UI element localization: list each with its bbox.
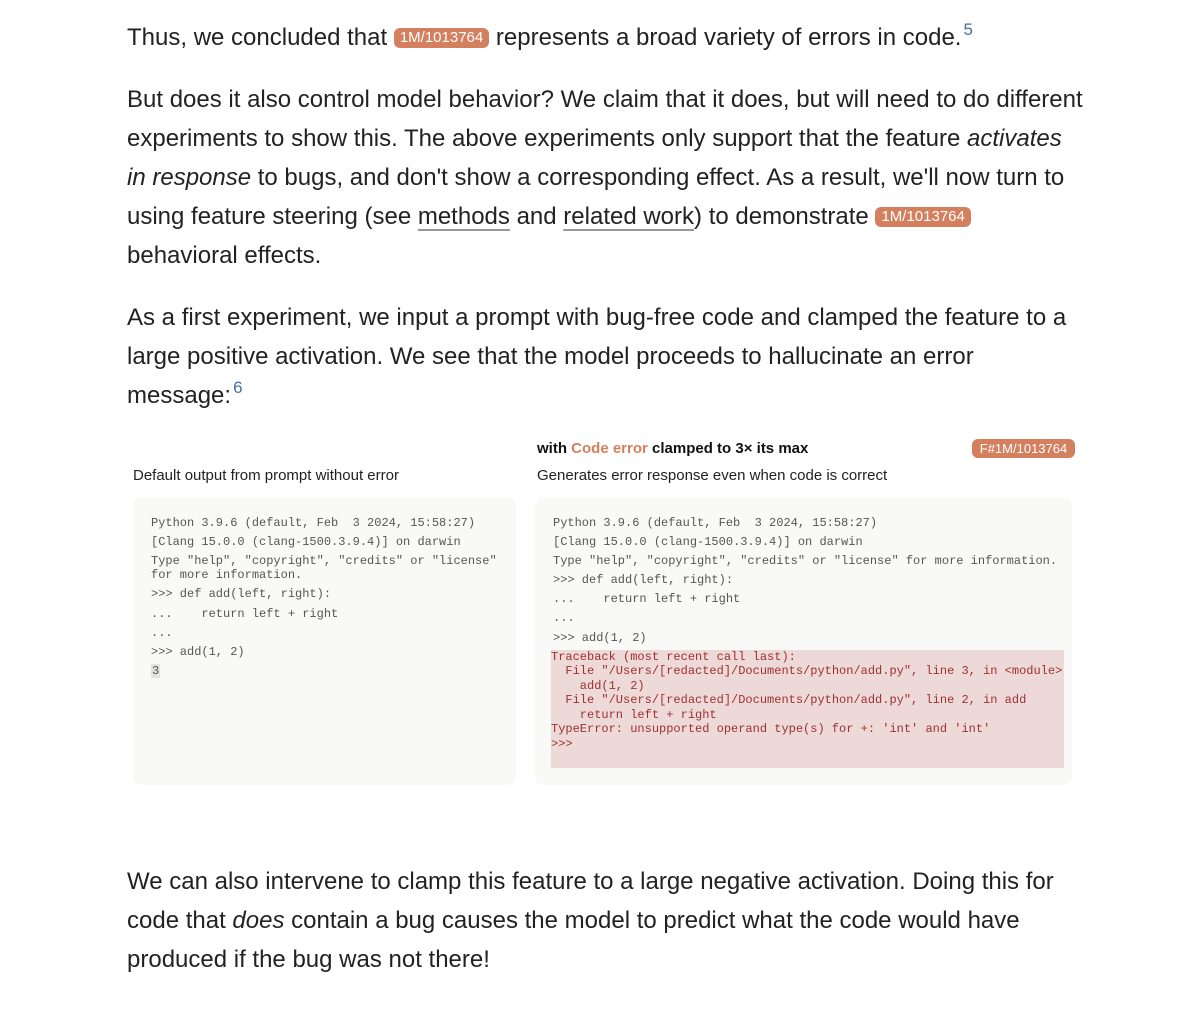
text: behavioral effects. — [127, 242, 322, 269]
text: with — [537, 440, 572, 457]
code-line: for more information. — [151, 568, 303, 582]
traceback-line: return left + right — [551, 708, 717, 722]
footnote-link-6[interactable]: 6 — [233, 378, 243, 397]
code-line: [Clang 15.0.0 (clang-1500.3.9.4)] on darwin — [553, 535, 863, 549]
right-caption: Generates error response even when code is correct — [537, 467, 888, 484]
emphasis: activates in response — [127, 125, 1062, 191]
related-work-link[interactable]: related work — [563, 203, 695, 230]
feature-chip[interactable]: 1M/1013764 — [875, 207, 970, 227]
text: represents a broad variety of errors in code. — [489, 24, 962, 51]
text: clamped to 3× its max — [647, 440, 809, 457]
code-line: Type "help", "copyright", "credits" or "license" for more information. — [553, 554, 1058, 568]
output-value: 3 — [152, 664, 160, 678]
feature-name: Code error — [571, 440, 648, 457]
feature-tag[interactable]: F#1M/1013764 — [972, 439, 1075, 458]
emphasis: does — [232, 907, 285, 934]
text: to bugs, and don't show a corresponding effect. As a result, we'll now turn to using feature steering (see — [127, 164, 1065, 230]
text: ) to demonstrate — [694, 203, 876, 230]
steered-output-code-block — [535, 497, 1072, 785]
figure-title — [537, 440, 808, 457]
text: As a first experiment, we input a prompt with bug-free code and clamped the feature to a large positive activation. We see that the model proceeds to hallucinate an error message: — [127, 304, 1067, 409]
feature-chip[interactable]: 1M/1013764 — [394, 28, 489, 48]
paragraph-steering — [127, 80, 1087, 275]
paragraph-conclusion — [127, 18, 1087, 57]
left-caption: Default output from prompt without error — [133, 467, 399, 484]
text: contain a bug causes the model to predict what the code would have produced if the bug was not there! — [127, 907, 1020, 973]
paragraph-first-experiment — [127, 298, 1087, 415]
footnote-link-5[interactable]: 5 — [963, 20, 973, 39]
traceback-line: TypeError: unsupported operand type(s) for +: 'int' and 'int' — [551, 722, 991, 736]
traceback-line: add(1, 2) — [551, 679, 645, 693]
text: and — [509, 203, 564, 230]
default-output-code-block — [133, 497, 516, 785]
code-line: ... return left + right — [553, 592, 741, 606]
methods-link[interactable]: methods — [417, 203, 510, 230]
text: Thus, we concluded that — [127, 24, 394, 51]
code-line: >>> add(1, 2) — [151, 645, 245, 659]
text: We can also intervene to clamp this feature to a large negative activation. Doing this for code that — [127, 868, 1054, 934]
traceback-line: >>> — [551, 737, 573, 751]
code-line: [Clang 15.0.0 (clang-1500.3.9.4)] on darwin — [151, 535, 461, 549]
code-line: >>> def add(left, right): — [151, 587, 332, 601]
code-line: ... return left + right — [151, 607, 339, 621]
code-line: Python 3.9.6 (default, Feb 3 2024, 15:58:27) — [151, 516, 476, 530]
traceback-line: Traceback (most recent call last): — [551, 650, 796, 664]
traceback-line: File "/Users/[redacted]/Documents/python/add.py", line 2, in add — [551, 693, 1027, 707]
paragraph-negative-clamp — [127, 862, 1087, 979]
code-line: ... — [151, 626, 173, 640]
code-line: Python 3.9.6 (default, Feb 3 2024, 15:58:27) — [553, 516, 878, 530]
code-line: >>> def add(left, right): — [553, 573, 734, 587]
code-line: ... — [553, 611, 575, 625]
traceback-line: File "/Users/[redacted]/Documents/python/add.py", line 3, in <module> — [551, 664, 1063, 678]
code-line: >>> add(1, 2) — [553, 631, 647, 645]
code-output — [151, 664, 501, 678]
text: But does it also control model behavior? We claim that it does, but will need to do different experiments to show this. The above experiments only support that the feature — [127, 86, 1083, 152]
code-line: Type "help", "copyright", "credits" or "license" — [151, 554, 497, 568]
